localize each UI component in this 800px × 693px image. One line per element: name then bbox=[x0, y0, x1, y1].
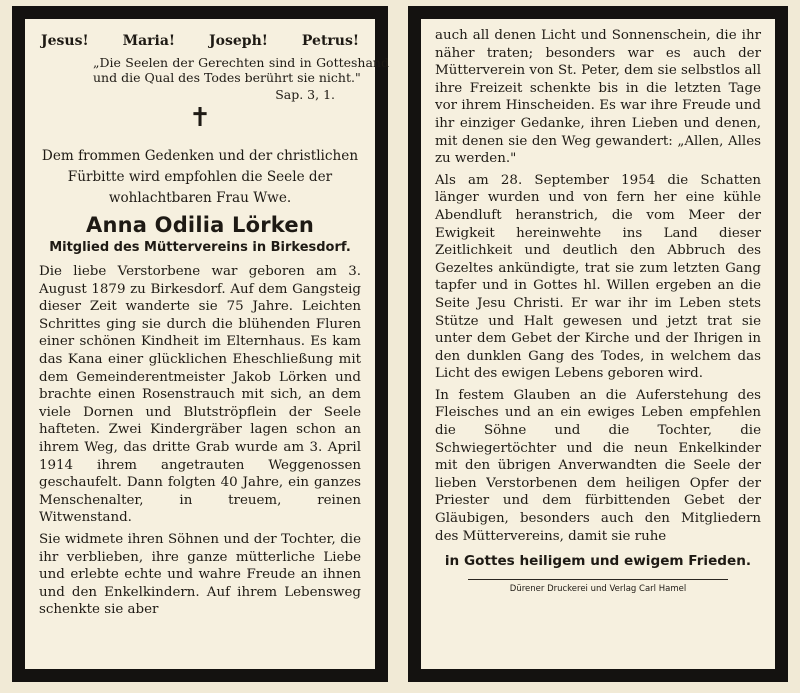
divider bbox=[468, 579, 728, 580]
saint-joseph: Joseph! bbox=[209, 33, 268, 49]
biography-paragraph-2: Sie widmete ihren Söhnen und der Tochter, die ihr verblieben, ihre ganze mütterliche Liebe und erlebte echte und wahre Freude an ihnen und den Enkelkindern. Auf ihrem Lebensweg schenkte sie aber bbox=[39, 531, 361, 618]
printer-credit: Dürener Druckerei und Verlag Carl Hamel bbox=[509, 584, 687, 595]
saint-petrus: Petrus! bbox=[301, 33, 359, 49]
closing-line: in Gottes heiligem und ewigem Frieden. bbox=[444, 553, 752, 570]
left-body bbox=[39, 263, 361, 619]
saints-invocation bbox=[39, 33, 361, 49]
right-memorial-panel bbox=[408, 6, 788, 682]
right-paragraph-1: auch all denen Licht und Sonnenschein, die ihr näher traten; besonders war es auch der Mütterverein von St. Peter, dem sie selbstlos all ihre Freizeit schenkte bis in die letzten Tage vor ihrem Hinscheiden. Es war ihre Freude und ihr einziger Gedanke, ihren Lieben und denen, mit denen sie den Weg gewandert: „Allen, Alles zu werden." bbox=[435, 28, 761, 167]
saint-jesus: Jesus! bbox=[41, 33, 89, 49]
left-memorial-panel bbox=[12, 6, 388, 682]
membership-line: Mitglied des Müttervereins in Birkesdorf. bbox=[49, 240, 351, 255]
right-body bbox=[435, 27, 761, 545]
saint-maria: Maria! bbox=[122, 33, 176, 49]
biography-paragraph-1: Die liebe Verstorbene war geboren am 3. August 1879 zu Birkesdorf. Auf dem Gangsteig dieser Zeit wanderte sie 75 Jahre. Leichten Schrittes ging sie durch die blühenden Fluren einer schönen Kindheit im Elternhaus. Es kam das Kana einer glücklichen Eheschließung mit dem Gemeinderentmeister Jakob Lörken und brachte einen Rosenstrauch mit sich, an dem viele Dornen und Blutströpflein der Seele hafteten. Zwei Kindergräber lagen schon an ihrem Weg, das dritte Grab wurde am 3. April 1914 ihrem angetrauten Weggenossen geschaufelt. Dann folgten 40 Jahre, ein ganzes Menschenalter, in treuem, reinen Witwenstand. bbox=[39, 264, 361, 526]
deceased-name: Anna Odilia Lörken bbox=[86, 213, 314, 237]
scripture-source: Sap. 3, 1. bbox=[275, 87, 335, 102]
right-paragraph-2: Als am 28. September 1954 die Schatten länger wurden und von fern her eine kühle Abendluft heranstrich, die vom Meer der Ewigkeit hereinwehte ins Land dieser Zeitlichkeit und deutlich den Abbruch des Gezeltes ankündigte, trat sie zum letzten Gang tapfer und in Gottes hl. Willen ergeben an die Seite Jesu Christi. Er war ihr im Leben stets Stütze und Halt gewesen und jetzt trat sie unter dem Gebet der Kirche und der Ihrigen in den dunklen Gang des Todes, in welchem das Licht des ewigen Lebens geboren wird. bbox=[435, 172, 761, 382]
right-paragraph-3: In festem Glauben an die Auferstehung des Fleisches und an ein ewiges Leben empfehlen die Söhne und die Tochter, die Schwiegertöchter und die neun Enkelkinder mit den übrigen Anverwandten die Seele der lieben Verstorbenen dem heiligen Opfer der Priester und dem fürbittenden Gebet der Gläubigen, besonders auch den Mitgliedern des Müttervereins, damit sie ruhe bbox=[435, 387, 761, 544]
scripture-quote: „Die Seelen der Gerechten sind in Gotteshand und die Qual des Todes berührt sie nicht." bbox=[93, 55, 389, 85]
dedication-text: Dem frommen Gedenken und der christlichen Fürbitte wird empfohlen die Seele der wohlachtbaren Frau Wwe. bbox=[41, 148, 359, 206]
cross-icon: ✝ bbox=[189, 103, 211, 133]
